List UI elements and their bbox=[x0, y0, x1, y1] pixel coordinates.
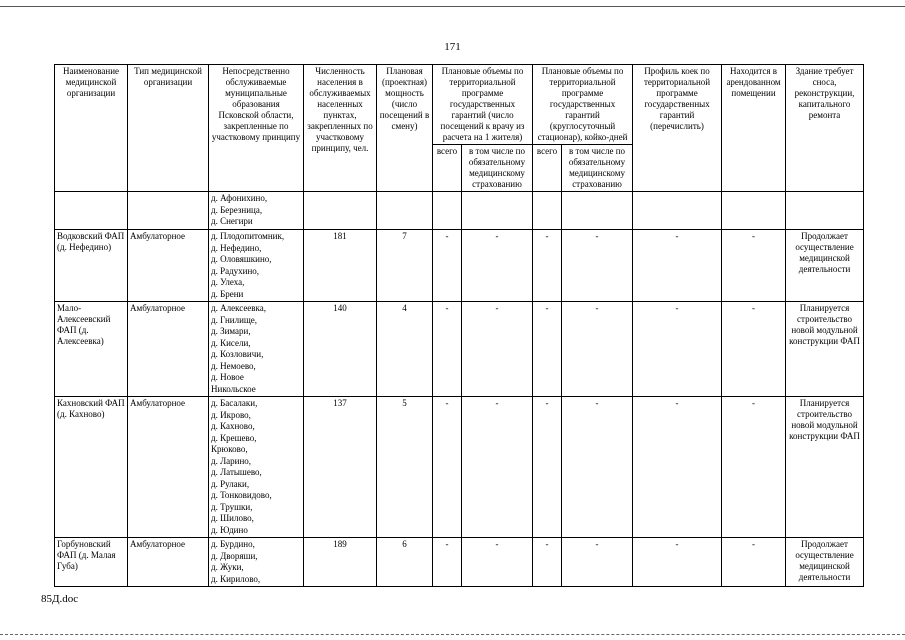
cell-profile: - bbox=[633, 302, 722, 397]
village-item: д. Козловичи, bbox=[211, 349, 264, 359]
village-item: д. Латышево, bbox=[211, 467, 262, 477]
village-item: д. Брени bbox=[211, 288, 244, 299]
cell-population bbox=[304, 192, 377, 230]
village-item: д. Улеха, bbox=[211, 277, 245, 287]
village-item: д. Рулаки, bbox=[211, 478, 250, 489]
cell-vol-out-oms bbox=[462, 192, 533, 230]
cell-vol-out-oms: - bbox=[462, 538, 533, 587]
table-row bbox=[55, 192, 864, 230]
village-item: д. Жуки, bbox=[211, 562, 244, 572]
cell-name: Кахновский ФАП (д. Кахново) bbox=[55, 397, 128, 538]
cell-villages bbox=[209, 192, 304, 230]
cell-population: 189 bbox=[304, 538, 377, 587]
cell-vol-in-total: - bbox=[533, 397, 562, 538]
village-item: д. Радухино, bbox=[211, 265, 260, 276]
header-row bbox=[55, 65, 864, 145]
table-row bbox=[55, 397, 864, 538]
cell-vol-in-total: - bbox=[533, 230, 562, 302]
header-rented: Находится в арендованном помещении bbox=[722, 65, 786, 192]
cell-type: Амбулаторное bbox=[128, 230, 209, 302]
cell-capacity: 4 bbox=[377, 302, 433, 397]
cell-vol-in-oms: - bbox=[562, 538, 633, 587]
cell-name: Водковский ФАП (д. Нефедино) bbox=[55, 230, 128, 302]
village-item: д. Шилово, bbox=[211, 513, 254, 523]
village-item: д. Дворяши, bbox=[211, 550, 258, 561]
village-item: д. Оловяшкино, bbox=[211, 254, 272, 264]
subheader-in-total: всего bbox=[533, 145, 562, 192]
cell-type: Амбулаторное bbox=[128, 302, 209, 397]
cell-villages bbox=[209, 230, 304, 302]
village-item: д. Немоево, bbox=[211, 360, 256, 371]
table-row bbox=[55, 538, 864, 587]
cell-type bbox=[128, 192, 209, 230]
header-bed-profile: Профиль коек по территориальной программе государственных гарантий (перечислить) bbox=[633, 65, 722, 192]
cell-rented bbox=[722, 192, 786, 230]
cell-villages bbox=[209, 397, 304, 538]
cell-capacity: 6 bbox=[377, 538, 433, 587]
cell-capacity: 7 bbox=[377, 230, 433, 302]
village-item: д. Бурдино, bbox=[211, 539, 255, 549]
village-item: д. Кахново, bbox=[211, 421, 255, 431]
village-item: д. Крешево, bbox=[211, 432, 257, 443]
cell-rented: - bbox=[722, 302, 786, 397]
cell-vol-in-oms: - bbox=[562, 302, 633, 397]
cell-vol-in-oms: - bbox=[562, 397, 633, 538]
table-row bbox=[55, 230, 864, 302]
cell-vol-out-total: - bbox=[433, 538, 462, 587]
cell-profile bbox=[633, 192, 722, 230]
cell-name bbox=[55, 192, 128, 230]
cell-capacity: 5 bbox=[377, 397, 433, 538]
cell-population: 181 bbox=[304, 230, 377, 302]
village-item: д. Басалаки, bbox=[211, 398, 258, 408]
village-item: д. Березница, bbox=[211, 204, 263, 215]
cell-rented: - bbox=[722, 538, 786, 587]
village-item: д. Зимари, bbox=[211, 326, 251, 336]
facilities-table bbox=[54, 64, 864, 587]
cell-vol-out-total bbox=[433, 192, 462, 230]
cell-profile: - bbox=[633, 230, 722, 302]
header-capacity: Плановая (проектная) мощность (число посещений в смену) bbox=[377, 65, 433, 192]
header-volumes-outpatient: Плановые объемы по территориальной программе государственных гарантий (число посещений к врачу из расчета на 1 жителя) bbox=[433, 65, 533, 145]
cell-name: Мало-Алексеевский ФАП (д. Алексеевка) bbox=[55, 302, 128, 397]
village-item: д. Икрово, bbox=[211, 409, 251, 420]
village-item: д. Новое bbox=[211, 372, 244, 382]
cell-vol-out-total: - bbox=[433, 302, 462, 397]
village-item: д. Алексеевка, bbox=[211, 303, 267, 313]
cell-population: 137 bbox=[304, 397, 377, 538]
cell-population: 140 bbox=[304, 302, 377, 397]
bottom-scan-edge bbox=[0, 634, 905, 635]
cell-building: Продолжает осуществление медицинской деятельности bbox=[786, 230, 864, 302]
subheader-in-oms: в том числе по обязательному медицинскому страхованию bbox=[562, 145, 633, 192]
cell-vol-out-oms: - bbox=[462, 230, 533, 302]
village-item: д. Снегири bbox=[211, 216, 253, 226]
cell-vol-in-oms bbox=[562, 192, 633, 230]
cell-villages bbox=[209, 538, 304, 587]
page-number: 171 bbox=[444, 41, 461, 53]
village-item: Крюково, bbox=[211, 444, 248, 454]
cell-rented: - bbox=[722, 230, 786, 302]
footer-filename: 85Д.doc bbox=[41, 593, 79, 605]
cell-profile: - bbox=[633, 538, 722, 587]
cell-vol-out-total: - bbox=[433, 397, 462, 538]
subheader-out-total: всего bbox=[433, 145, 462, 192]
village-item: д. Кирилово, bbox=[211, 573, 261, 584]
cell-type: Амбулаторное bbox=[128, 538, 209, 587]
top-scan-edge bbox=[0, 6, 905, 7]
cell-building: Планируется строительство новой модульной конструкции ФАП bbox=[786, 397, 864, 538]
village-item: д. Трушки, bbox=[211, 501, 253, 512]
cell-vol-in-total: - bbox=[533, 538, 562, 587]
cell-capacity bbox=[377, 192, 433, 230]
header-population: Численность населения в обслуживаемых населенных пунктах, закрепленных по участковому принципу, чел. bbox=[304, 65, 377, 192]
header-building: Здание требует сноса, реконструкции, капитального ремонта bbox=[786, 65, 864, 192]
cell-building: Продолжает осуществление медицинской деятельности bbox=[786, 538, 864, 587]
header-type: Тип медицинской организации bbox=[128, 65, 209, 192]
cell-vol-out-total: - bbox=[433, 230, 462, 302]
cell-name: Горбуновский ФАП (д. Малая Губа) bbox=[55, 538, 128, 587]
village-item: д. Юдино bbox=[211, 524, 248, 535]
cell-profile: - bbox=[633, 397, 722, 538]
village-item: д. Тонковидово, bbox=[211, 490, 272, 500]
village-item: д. Ларино, bbox=[211, 455, 252, 466]
header-name: Наименование медицинской организации bbox=[55, 65, 128, 192]
cell-rented: - bbox=[722, 397, 786, 538]
cell-building: Планируется строительство новой модульной конструкции ФАП bbox=[786, 302, 864, 397]
cell-vol-in-total bbox=[533, 192, 562, 230]
cell-vol-out-oms: - bbox=[462, 397, 533, 538]
header-volumes-inpatient: Плановые объемы по территориальной программе государственных гарантий (круглосуточный стационар), койко-дней bbox=[533, 65, 633, 145]
village-item: д. Плодопитомник, bbox=[211, 231, 285, 241]
cell-vol-in-oms: - bbox=[562, 230, 633, 302]
village-item: д. Гнилище, bbox=[211, 314, 258, 325]
village-item: д. Афонихино, bbox=[211, 193, 268, 203]
village-item: д. Кисели, bbox=[211, 337, 251, 348]
cell-type: Амбулаторное bbox=[128, 397, 209, 538]
village-item: д. Нефедино, bbox=[211, 242, 262, 253]
village-item: Никольское bbox=[211, 383, 256, 394]
table-row bbox=[55, 302, 864, 397]
subheader-out-oms: в том числе по обязательному медицинскому страхованию bbox=[462, 145, 533, 192]
cell-villages bbox=[209, 302, 304, 397]
cell-building bbox=[786, 192, 864, 230]
cell-vol-in-total: - bbox=[533, 302, 562, 397]
cell-vol-out-oms: - bbox=[462, 302, 533, 397]
header-municipalities: Непосредственно обслуживаемые муниципальные образования Псковской области, закрепленные по участковому принципу bbox=[209, 65, 304, 192]
